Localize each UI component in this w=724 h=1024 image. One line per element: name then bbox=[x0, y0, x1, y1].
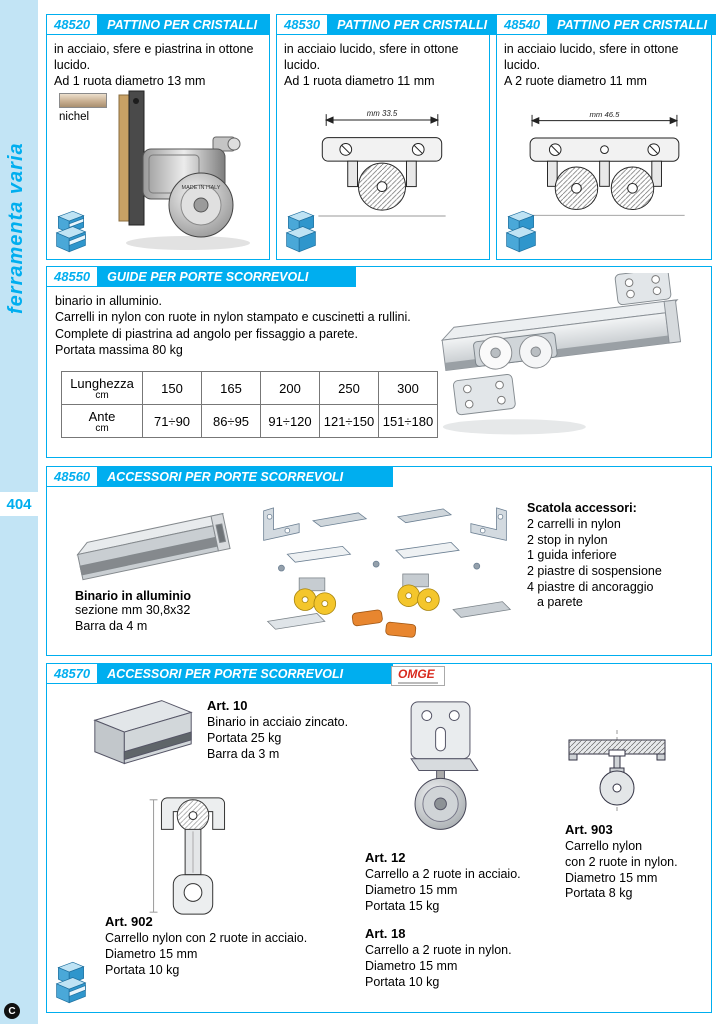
mounting-plate bbox=[287, 546, 350, 562]
product-title: PATTINO PER CRISTALLI bbox=[328, 14, 496, 35]
product-box-48520 bbox=[46, 14, 270, 260]
pin-head bbox=[228, 138, 240, 150]
shadow bbox=[443, 419, 586, 434]
product-box-48530 bbox=[276, 14, 490, 260]
product-code: 48550 bbox=[46, 266, 98, 287]
wheel-hub bbox=[189, 812, 197, 820]
table-row bbox=[62, 405, 438, 438]
row-header bbox=[62, 372, 143, 405]
product-description bbox=[47, 37, 269, 93]
desc-line: in acciaio, sfere e piastrina in ottone lucido. bbox=[54, 42, 254, 72]
product-box-48570 bbox=[46, 663, 712, 1013]
track-caption bbox=[75, 589, 191, 634]
art902-text bbox=[105, 914, 367, 978]
product-box-48550 bbox=[46, 266, 712, 458]
product-title: PATTINO PER CRISTALLI bbox=[98, 14, 270, 35]
table-cell: 71÷90 bbox=[143, 405, 202, 438]
art-line: Portata 15 kg bbox=[365, 898, 440, 913]
brand-name: OMGE bbox=[398, 667, 435, 681]
suspension-plate bbox=[313, 513, 366, 527]
aluminium-track-photo bbox=[57, 495, 245, 590]
screw-hole bbox=[422, 711, 432, 721]
l-bracket bbox=[264, 508, 300, 541]
product-title: ACCESSORI PER PORTE SCORREVOLI bbox=[98, 663, 393, 684]
row-label: Ante bbox=[88, 408, 116, 424]
desc-line: binario in alluminio. bbox=[55, 294, 163, 308]
screw bbox=[474, 563, 480, 569]
suspension-plate bbox=[398, 509, 451, 523]
rail-flange bbox=[569, 754, 577, 760]
slot-hole bbox=[436, 727, 446, 751]
table-cell: 121÷150 bbox=[320, 405, 379, 438]
art-number: Art. 12 bbox=[365, 850, 406, 865]
desc-line: Complete di piastrina ad angolo per fissaggio a parete. bbox=[55, 326, 358, 341]
flange bbox=[600, 161, 610, 186]
product-code: 48520 bbox=[46, 14, 98, 35]
art-number: Art. 18 bbox=[365, 926, 406, 941]
angle-plate bbox=[615, 273, 672, 305]
page-number-badge: 404 bbox=[0, 492, 38, 516]
list-item: 2 carrelli in nylon bbox=[527, 517, 621, 531]
plate-hole bbox=[465, 400, 473, 408]
list-item: 2 piastre di sospensione bbox=[527, 563, 662, 578]
box-header bbox=[46, 466, 393, 487]
row-header bbox=[62, 405, 143, 438]
rail-opening bbox=[609, 750, 625, 756]
row-label: Lunghezza bbox=[70, 375, 134, 391]
plate-hole bbox=[651, 275, 659, 283]
wheel-hub bbox=[572, 183, 582, 193]
list-item: a parete bbox=[537, 595, 583, 610]
product-box-48560 bbox=[46, 466, 712, 656]
angle-plate bbox=[453, 374, 516, 415]
trolley-drawing-art12 bbox=[395, 694, 489, 846]
flange bbox=[406, 161, 416, 186]
plate-hole bbox=[463, 385, 471, 393]
art-line: con 2 ruote in nylon. bbox=[565, 854, 678, 869]
desc-line: A 2 ruote diametro 11 mm bbox=[504, 74, 647, 88]
row-unit: cm bbox=[95, 389, 109, 401]
lower-guide bbox=[268, 613, 325, 629]
accessory-box-list bbox=[527, 501, 705, 611]
sidebar-category-label: ferramenta varia bbox=[5, 142, 27, 314]
packaging-boxes-icon bbox=[503, 207, 539, 255]
desc-line: Carrelli in nylon con ruote in nylon stampato e cuscinetti a rullini. bbox=[55, 310, 411, 325]
art-line: Barra da 3 m bbox=[207, 746, 280, 761]
hanger-drawing-art902 bbox=[143, 786, 243, 924]
art-line: Portata 10 kg bbox=[105, 962, 180, 977]
art-line: Diametro 15 mm bbox=[105, 946, 198, 961]
art-line: Diametro 15 mm bbox=[365, 882, 458, 897]
table-cell: 91÷120 bbox=[261, 405, 320, 438]
product-code: 48570 bbox=[46, 663, 98, 684]
art-line: Portata 25 kg bbox=[207, 730, 282, 745]
art-line: Portata 10 kg bbox=[365, 974, 440, 989]
plate-hole bbox=[497, 396, 505, 404]
made-in-italy-stamp: MADE IN ITALY bbox=[181, 185, 221, 191]
box-header bbox=[276, 14, 490, 35]
rail-drawing-art10 bbox=[85, 690, 203, 782]
product-box-48540 bbox=[496, 14, 712, 260]
art-line: Carrello nylon bbox=[565, 839, 643, 853]
wheel-hub bbox=[377, 182, 387, 192]
omge-logo bbox=[391, 666, 445, 686]
rail-flange bbox=[657, 754, 665, 760]
copyright-icon: C bbox=[4, 1003, 20, 1019]
dimension-label: mm 46.5 bbox=[589, 109, 620, 119]
dimension-label: mm 33.5 bbox=[366, 109, 398, 119]
wheel-hub bbox=[194, 198, 208, 212]
art-line: Diametro 15 mm bbox=[565, 870, 658, 885]
product-description bbox=[55, 293, 465, 358]
eye-hole bbox=[184, 884, 202, 902]
list-item: 2 stop in nylon bbox=[527, 532, 608, 547]
desc-line: Portata massima 80 kg bbox=[55, 342, 183, 357]
plate-hole bbox=[133, 98, 139, 104]
packaging-boxes-icon bbox=[283, 207, 319, 255]
screw-hole bbox=[449, 711, 459, 721]
wheel-hub bbox=[435, 798, 447, 810]
nylon-stop bbox=[352, 609, 383, 626]
plate-hole bbox=[495, 381, 503, 389]
product-code: 48560 bbox=[46, 466, 98, 487]
nylon-stop bbox=[385, 622, 416, 638]
table-row bbox=[62, 372, 438, 405]
center-hole bbox=[601, 146, 609, 154]
art10-text bbox=[207, 698, 348, 762]
art-line: Binario in acciaio zincato. bbox=[207, 715, 349, 729]
box-header bbox=[46, 663, 393, 684]
table-cell: 250 bbox=[320, 372, 379, 405]
packaging-boxes-icon bbox=[53, 207, 89, 255]
desc-line: Ad 1 ruota diametro 11 mm bbox=[284, 74, 435, 88]
row-unit: cm bbox=[95, 422, 109, 434]
art12-text bbox=[365, 850, 521, 914]
packaging-boxes-icon bbox=[53, 958, 89, 1006]
table-cell: 86÷95 bbox=[202, 405, 261, 438]
accessories-kit-photo bbox=[247, 499, 525, 647]
desc-line: in acciaio lucido, sfere in ottone lucido. bbox=[284, 42, 459, 72]
product-description bbox=[497, 37, 711, 93]
table-cell: 200 bbox=[261, 372, 320, 405]
sidebar bbox=[0, 0, 38, 1024]
art-line: Diametro 15 mm bbox=[365, 958, 458, 973]
wheel-hub bbox=[628, 183, 638, 193]
product-title: ACCESSORI PER PORTE SCORREVOLI bbox=[98, 466, 393, 487]
desc-line: in acciaio lucido, sfere in ottone lucido. bbox=[504, 42, 679, 72]
table-cell: 150 bbox=[143, 372, 202, 405]
art-number: Art. 902 bbox=[105, 914, 153, 929]
product-title: PATTINO PER CRISTALLI bbox=[548, 14, 716, 35]
table-cell: 151÷180 bbox=[379, 405, 438, 438]
caption-line: sezione mm 30,8x32 bbox=[75, 603, 191, 617]
caption-title: Binario in alluminio bbox=[75, 589, 191, 603]
art18-text bbox=[365, 926, 512, 990]
table-cell: 165 bbox=[202, 372, 261, 405]
box-header bbox=[46, 266, 356, 287]
art-line: Carrello nylon con 2 ruote in acciaio. bbox=[105, 931, 308, 945]
steel-plate bbox=[129, 91, 144, 225]
finish-label: nichel bbox=[59, 111, 90, 123]
screw bbox=[373, 561, 379, 567]
desc-line: Ad 1 ruota diametro 13 mm bbox=[54, 74, 206, 88]
box-header bbox=[46, 14, 270, 35]
size-table bbox=[61, 371, 438, 438]
art-line: Carrello a 2 ruote in acciaio. bbox=[365, 867, 521, 881]
list-item: 1 guida inferiore bbox=[527, 548, 617, 563]
l-bracket bbox=[471, 508, 507, 541]
art-number: Art. 10 bbox=[207, 698, 248, 713]
art-line: Carrello a 2 ruote in nylon. bbox=[365, 943, 512, 957]
roller-photo-48520 bbox=[93, 89, 263, 254]
lower-guide bbox=[453, 602, 510, 618]
bent-flange bbox=[411, 759, 478, 771]
track-photo-48550 bbox=[419, 273, 705, 451]
trolley-drawing-art903 bbox=[561, 726, 673, 818]
list-item: 4 piastre di ancoraggio bbox=[527, 579, 654, 594]
product-title: GUIDE PER PORTE SCORREVOLI bbox=[98, 266, 356, 287]
plate-hole bbox=[625, 278, 633, 286]
logo-rule bbox=[398, 682, 438, 684]
product-code: 48530 bbox=[276, 14, 328, 35]
product-description bbox=[277, 37, 489, 93]
list-title: Scatola accessori: bbox=[527, 501, 637, 515]
box-header bbox=[496, 14, 712, 35]
caption-line: Barra da 4 m bbox=[75, 618, 148, 633]
art-line: Portata 8 kg bbox=[565, 886, 633, 901]
table-cell: 300 bbox=[379, 372, 438, 405]
shadow bbox=[126, 236, 250, 250]
art-number: Art. 903 bbox=[565, 822, 613, 837]
plate-hole bbox=[626, 290, 634, 298]
accessory-items bbox=[527, 517, 705, 611]
product-code: 48540 bbox=[496, 14, 548, 35]
plate-hole bbox=[653, 287, 661, 295]
roller-hub bbox=[613, 784, 621, 792]
art903-text bbox=[565, 822, 678, 902]
mounting-plate bbox=[396, 542, 459, 558]
flange bbox=[348, 161, 358, 186]
screw bbox=[278, 565, 284, 571]
